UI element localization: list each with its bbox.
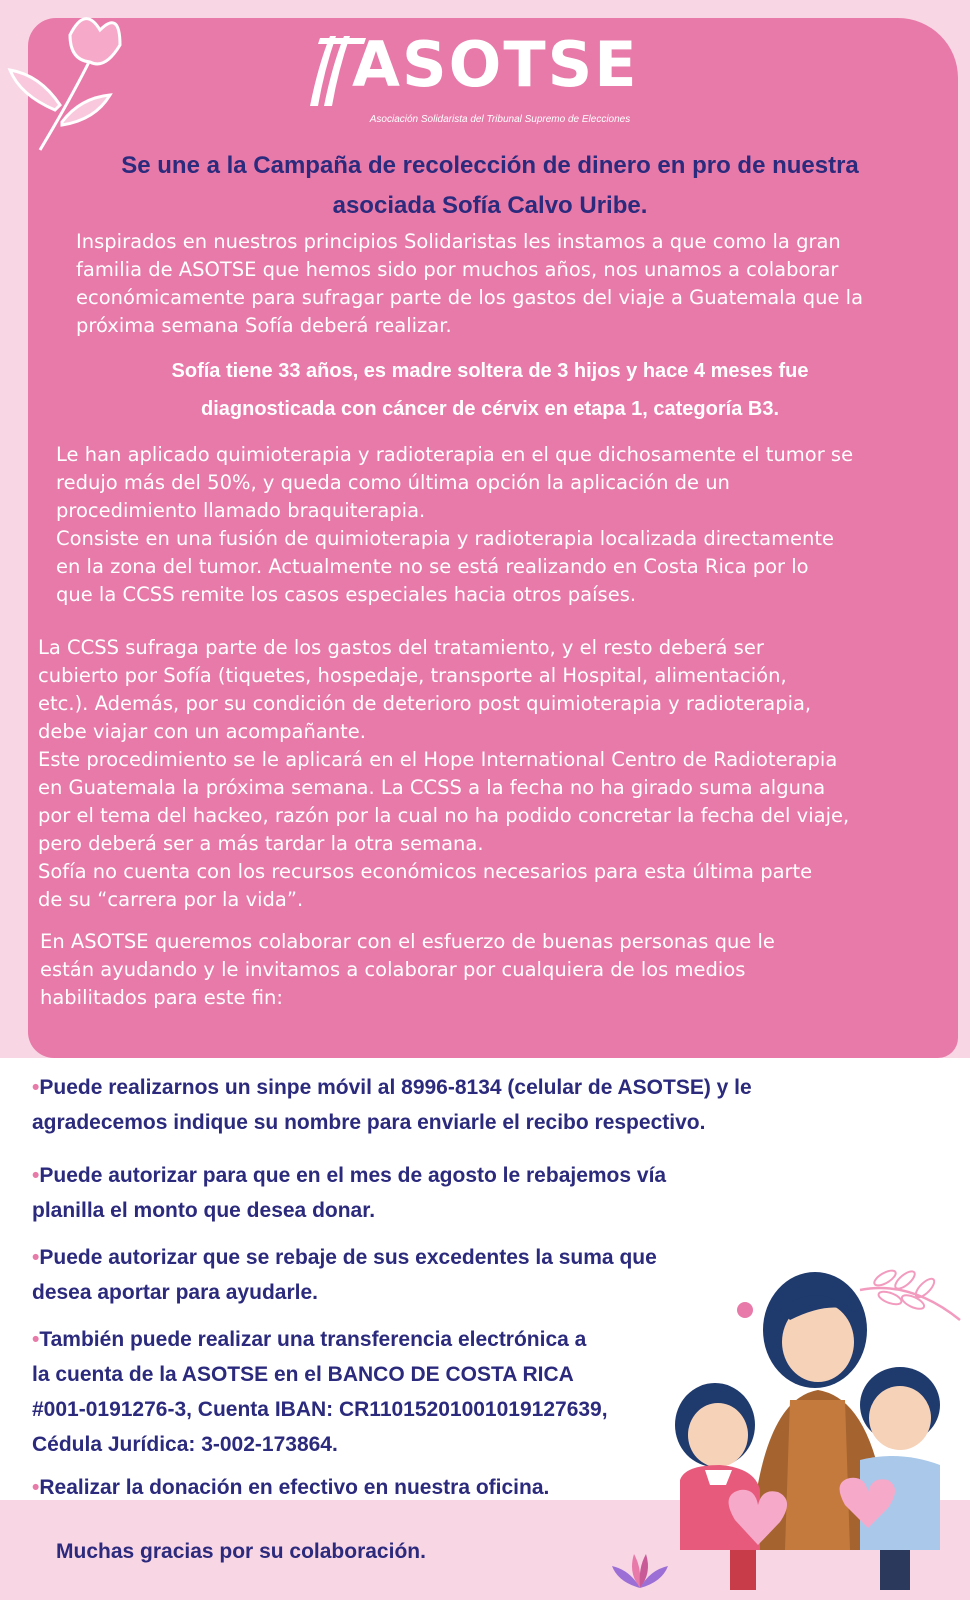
costs-line: Sofía no cuenta con los recursos económicos necesarios para esta última parte: [38, 860, 813, 883]
family-illustration: [640, 1250, 970, 1600]
treatment-line: Le han aplicado quimioterapia y radioterapia en el que dichosamente el tumor se: [56, 443, 854, 466]
invite-line: En ASOTSE queremos colaborar con el esfuerzo de buenas personas que le: [40, 930, 775, 953]
treatment-line: redujo más del 50%, y queda como última opción la aplicación de un: [56, 471, 730, 494]
costs-line: pero deberá ser a más tardar la otra semana.: [38, 832, 484, 855]
headline-line: Se une a la Campaña de recolección de dinero en pro de nuestra: [121, 152, 859, 179]
option-sinpe: [32, 1070, 842, 1140]
campaign-headline: [60, 146, 920, 226]
option-bank-transfer: [32, 1322, 682, 1462]
diagnosis-highlight: [80, 352, 900, 428]
option-text: Puede autorizar que se rebaje de sus excedentes la suma que: [39, 1246, 657, 1269]
headline-line: asociada Sofía Calvo Uribe.: [332, 192, 648, 219]
closing-thanks: Muchas gracias por su colaboración.: [56, 1540, 426, 1563]
treatment-line: Consiste en una fusión de quimioterapia y radioterapia localizada directamente: [56, 527, 835, 550]
option-text: desea aportar para ayudarle.: [32, 1281, 318, 1304]
costs-line: cubierto por Sofía (tiquetes, hospedaje, transporte al Hospital, alimentación,: [38, 664, 787, 687]
bullet-dot: •: [32, 1476, 40, 1499]
bullet-dot: •: [32, 1164, 40, 1187]
flower-icon: [0, 0, 150, 170]
bullet-dot: •: [32, 1246, 40, 1269]
option-text: También puede realizar una transferencia electrónica a: [39, 1328, 587, 1351]
costs-paragraph: [38, 634, 936, 914]
highlight-line: Sofía tiene 33 años, es madre soltera de 3 hijos y hace 4 meses fue: [171, 360, 809, 382]
option-text: Realizar la donación en efectivo en nuestra oficina.: [39, 1476, 550, 1499]
costs-line: debe viajar con un acompañante.: [38, 720, 366, 743]
logo-wordmark: ASOTSE: [352, 28, 639, 101]
intro-line: Inspirados en nuestros principios Solidaristas les instamos a que como la gran: [76, 230, 841, 253]
asotse-logo: [300, 26, 680, 130]
bank-account-number: #001-0191276-3, Cuenta IBAN: CR11015201001019127639,: [32, 1398, 608, 1421]
intro-paragraph: [76, 228, 946, 340]
highlight-line: diagnosticada con cáncer de cérvix en etapa 1, categoría B3.: [200, 398, 780, 420]
bullet-dot: •: [32, 1076, 40, 1099]
option-cash: [32, 1470, 682, 1505]
costs-line: por el tema del hackeo, razón por la cual no ha podido concretar la fecha del viaje,: [38, 804, 850, 827]
option-text: Puede autorizar para que en el mes de agosto le rebajemos vía: [39, 1164, 667, 1187]
bullet-dot: •: [32, 1328, 40, 1351]
logo-subtitle: Asociación Solidarista del Tribunal Supremo de Elecciones: [369, 114, 631, 125]
treatment-paragraph: [56, 441, 936, 609]
option-text: agradecemos indique su nombre para enviarle el recibo respectivo.: [32, 1111, 706, 1134]
costs-line: en Guatemala la próxima semana. La CCSS a la fecha no ha girado suma alguna: [38, 776, 826, 799]
lotus-icon: [608, 1548, 672, 1596]
invite-paragraph: [40, 928, 920, 1012]
treatment-line: que la CCSS remite los casos especiales hacia otros países.: [56, 583, 637, 606]
option-text: planilla el monto que desea donar.: [32, 1199, 376, 1222]
treatment-line: en la zona del tumor. Actualmente no se está realizando en Costa Rica por lo: [56, 555, 809, 578]
legal-id: Cédula Jurídica: 3-002-173864.: [32, 1433, 338, 1456]
intro-line: próxima semana Sofía deberá realizar.: [76, 314, 452, 337]
intro-line: económicamente para sufragar parte de los gastos del viaje a Guatemala que la: [76, 286, 864, 309]
invite-line: están ayudando y le invitamos a colaborar por cualquiera de los medios: [40, 958, 746, 981]
costs-line: de su “carrera por la vida”.: [38, 888, 304, 911]
costs-line: etc.). Además, por su condición de deterioro post quimioterapia y radioterapia,: [38, 692, 812, 715]
option-payroll: [32, 1158, 842, 1228]
option-text: Puede realizarnos un sinpe móvil al 8996-8134 (celular de ASOTSE) y le: [39, 1076, 752, 1099]
invite-line: habilitados para este fin:: [40, 986, 283, 1009]
costs-line: Este procedimiento se le aplicará en el Hope International Centro de Radioterapia: [38, 748, 838, 771]
treatment-line: procedimiento llamado braquiterapia.: [56, 499, 426, 522]
option-text: la cuenta de la ASOTSE en el BANCO DE COSTA RICA: [32, 1363, 574, 1386]
intro-line: familia de ASOTSE que hemos sido por muchos años, nos unamos a colaborar: [76, 258, 839, 281]
costs-line: La CCSS sufraga parte de los gastos del tratamiento, y el resto deberá ser: [38, 636, 764, 659]
